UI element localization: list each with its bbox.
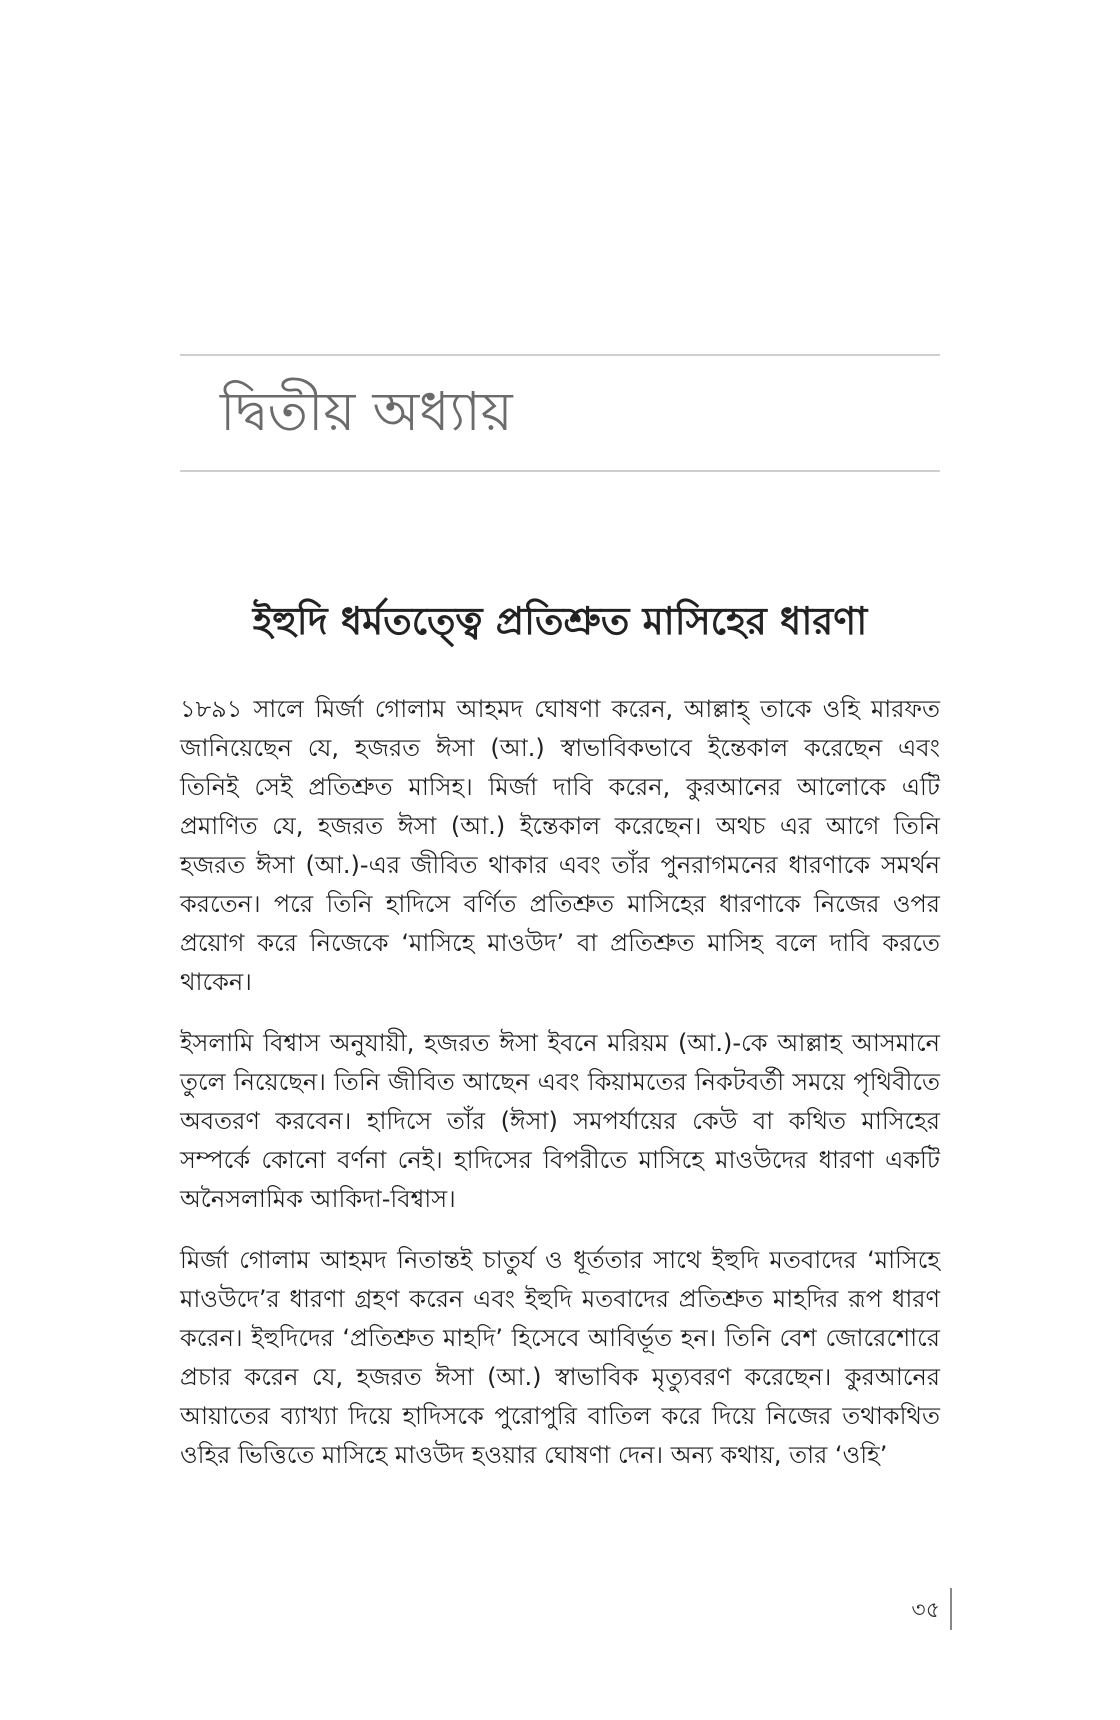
chapter-label: দ্বিতীয় অধ্যায় bbox=[220, 380, 513, 443]
body-text bbox=[180, 690, 940, 1497]
chapter-rule-bottom bbox=[180, 470, 940, 472]
chapter-title: ইহুদি ধর্মতত্ত্বে প্রতিশ্রুত মাসিহের ধারণা bbox=[252, 599, 868, 644]
page-number-divider bbox=[950, 1588, 952, 1630]
page-number: ৩৫ bbox=[911, 1598, 940, 1623]
paragraph: ইসলামি বিশ্বাস অনুযায়ী, হজরত ঈসা ইবনে মরিয়ম (আ.)-কে আল্লাহ আসমানে তুলে নিয়েছেন। তিনি জীবিত আছেন এবং কিয়ামতের নিকটবর্তী সময়ে পৃথিবীতে অবতরণ করবেন। হাদিসে তাঁর (ঈসা) সমপর্যায়ের কেউ বা কথিত মাসিহের সম্পর্কে কোনো বর্ণনা নেই। হাদিসের বিপরীতে মাসিহে মাওউদের ধারণা একটি অনৈসলামিক আকিদা-বিশ্বাস। bbox=[180, 1029, 940, 1213]
paragraph: মির্জা গোলাম আহমদ নিতান্তই চাতুর্য ও ধূর্ততার সাথে ইহুদি মতবাদের ‘মাসিহে মাওউদে’র ধারণা গ্রহণ করেন এবং ইহুদি মতবাদের প্রতিশ্রুত মাহদির রূপ ধারণ করেন। ইহুদিদের ‘প্রতিশ্রুত মাহদি’ হিসেবে আবির্ভূত হন। তিনি বেশ জোরেশোরে প্রচার করেন যে, হজরত ঈসা (আ.) স্বাভাবিক মৃত্যুবরণ করেছেন। কুরআনের আয়াতের ব্যাখ্যা দিয়ে হাদিসকে পুরোপুরি বাতিল করে দিয়ে নিজের তথাকথিত ওহির ভিত্তিতে মাসিহে মাওউদ হওয়ার ঘোষণা দেন। অন্য কথায়, তার ‘ওহি’ bbox=[180, 1246, 940, 1469]
paragraph: ১৮৯১ সালে মির্জা গোলাম আহমদ ঘোষণা করেন, আল্লাহ্ তাকে ওহি মারফত জানিয়েছেন যে, হজরত ঈসা (আ.) স্বাভাবিকভাবে ইন্তেকাল করেছেন এবং তিনিই সেই প্রতিশ্রুত মাসিহ। মির্জা দাবি করেন, কুরআনের আলোকে এটি প্রমাণিত যে, হজরত ঈসা (আ.) ইন্তেকাল করেছেন। অথচ এর আগে তিনি হজরত ঈসা (আ.)-এর জীবিত থাকার এবং তাঁর পুনরাগমনের ধারণাকে সমর্থন করতেন। পরে তিনি হাদিসে বর্ণিত প্রতিশ্রুত মাসিহের ধারণাকে নিজের ওপর প্রয়োগ করে নিজেকে ‘মাসিহে মাওউদ’ বা প্রতিশ্রুত মাসিহ বলে দাবি করতে থাকেন। bbox=[180, 695, 940, 996]
chapter-rule-top bbox=[180, 354, 940, 356]
